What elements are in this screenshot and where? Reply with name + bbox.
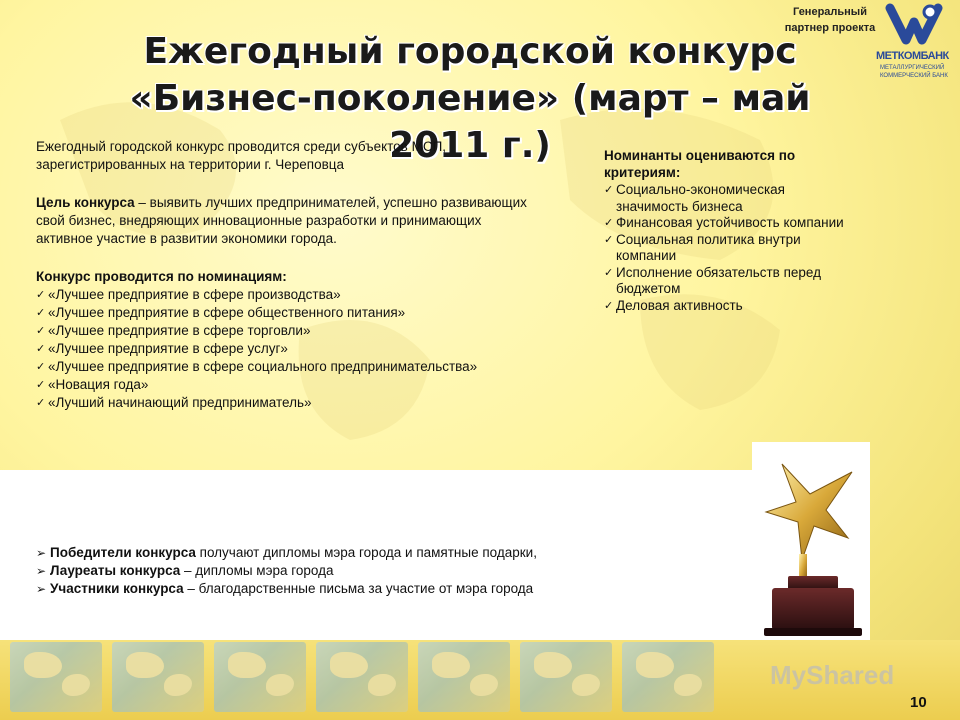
checkmark-icon: ✓ xyxy=(36,325,46,337)
right-column xyxy=(604,148,860,314)
award-text: – благодарственные письма за участие от мэра города xyxy=(183,581,534,596)
criterion-label: Финансовая устойчивость компании xyxy=(616,215,844,230)
map-tile xyxy=(214,642,306,712)
checkmark-icon: ✓ xyxy=(36,289,46,301)
criterion-label: Социальная политика внутри компании xyxy=(616,231,801,263)
award-label: Лауреаты конкурса xyxy=(50,563,181,578)
title-line-1: Ежегодный городской конкурс xyxy=(143,31,797,72)
award-text: – дипломы мэра города xyxy=(180,563,334,578)
criterion-label: Исполнение обязательств перед бюджетом xyxy=(616,264,821,296)
list-item xyxy=(36,544,556,562)
list-item xyxy=(604,298,860,315)
left-column xyxy=(36,138,536,412)
checkmark-icon: ✓ xyxy=(604,299,614,312)
nomination-label: «Лучшее предприятие в сфере торговли» xyxy=(48,323,311,338)
arrow-bullet-icon: ➢ xyxy=(36,564,47,578)
criterion-label: Социально-экономическая значимость бизнеса xyxy=(616,182,785,214)
nominations-list xyxy=(36,286,536,412)
list-item xyxy=(604,215,860,232)
criteria-heading: Номинанты оцениваются по критериям: xyxy=(604,148,796,180)
list-item xyxy=(604,232,860,265)
award-text: получают дипломы мэра города и памятные подарки, xyxy=(195,545,537,560)
nominations-heading: Конкурс проводится по номинациям: xyxy=(36,269,287,284)
list-item xyxy=(604,182,860,215)
list-item xyxy=(36,322,536,340)
nomination-label: «Лучшее предприятие в сфере услуг» xyxy=(48,341,288,356)
nomination-label: «Лучшее предприятие в сфере социального предпринимательства» xyxy=(48,359,478,374)
award-label: Победители конкурса xyxy=(50,545,196,560)
watermark: MyShared xyxy=(770,660,895,690)
partner-label: Генеральный партнер проекта xyxy=(784,6,876,34)
map-tile xyxy=(10,642,102,712)
checkmark-icon: ✓ xyxy=(604,266,614,279)
nomination-label: «Лучший начинающий предприниматель» xyxy=(48,395,312,410)
checkmark-icon: ✓ xyxy=(604,217,614,229)
checkmark-icon: ✓ xyxy=(36,379,46,391)
goal-paragraph xyxy=(36,194,536,248)
map-tile xyxy=(112,642,204,712)
logo-tagline: МЕТАЛЛУРГИЧЕСКИЙ КОММЕРЧЕСКИЙ БАНК xyxy=(880,65,948,79)
checkmark-icon: ✓ xyxy=(604,233,614,246)
list-item xyxy=(36,376,536,394)
map-tile xyxy=(418,642,510,712)
awards-list xyxy=(36,544,556,598)
nomination-label: «Лучшее предприятие в сфере общественного питания» xyxy=(48,305,406,320)
list-item xyxy=(36,340,536,358)
nomination-label: «Новация года» xyxy=(48,377,149,392)
checkmark-icon: ✓ xyxy=(36,307,46,319)
list-item xyxy=(36,394,536,412)
goal-text: – выявить лучших предпринимателей, успешно развивающих свой бизнес, внедряющих инновационные разработки и принимающих активное участие в развитии экономики города. xyxy=(36,195,527,246)
map-tile xyxy=(520,642,612,712)
criterion-label: Деловая активность xyxy=(616,297,743,313)
trophy-star-icon xyxy=(752,442,870,640)
goal-label: Цель конкурса xyxy=(36,195,135,210)
list-item xyxy=(36,358,536,376)
list-item xyxy=(36,286,536,304)
checkmark-icon: ✓ xyxy=(36,343,46,355)
checkmark-icon: ✓ xyxy=(36,361,46,373)
logo-name: МЕТКОМБАНК xyxy=(876,50,949,62)
page-number: 10 xyxy=(910,694,927,711)
checkmark-icon: ✓ xyxy=(604,184,614,196)
nomination-label: «Лучшее предприятие в сфере производства» xyxy=(48,287,341,302)
list-item xyxy=(36,580,556,598)
list-item xyxy=(604,265,860,298)
title-line-2: «Бизнес-поколение» (март – май 2011 г.) xyxy=(129,78,811,166)
map-tile xyxy=(316,642,408,712)
arrow-bullet-icon: ➢ xyxy=(36,582,47,596)
list-item xyxy=(36,304,536,322)
arrow-bullet-icon: ➢ xyxy=(36,546,47,560)
map-tile xyxy=(622,642,714,712)
criteria-list xyxy=(604,182,860,314)
intro-text: Ежегодный городской конкурс проводится среди субъектов МСП, зарегистрированных на территории г. Череповца xyxy=(36,139,447,172)
award-label: Участники конкурса xyxy=(50,581,184,596)
checkmark-icon: ✓ xyxy=(36,397,46,409)
list-item xyxy=(36,562,556,580)
